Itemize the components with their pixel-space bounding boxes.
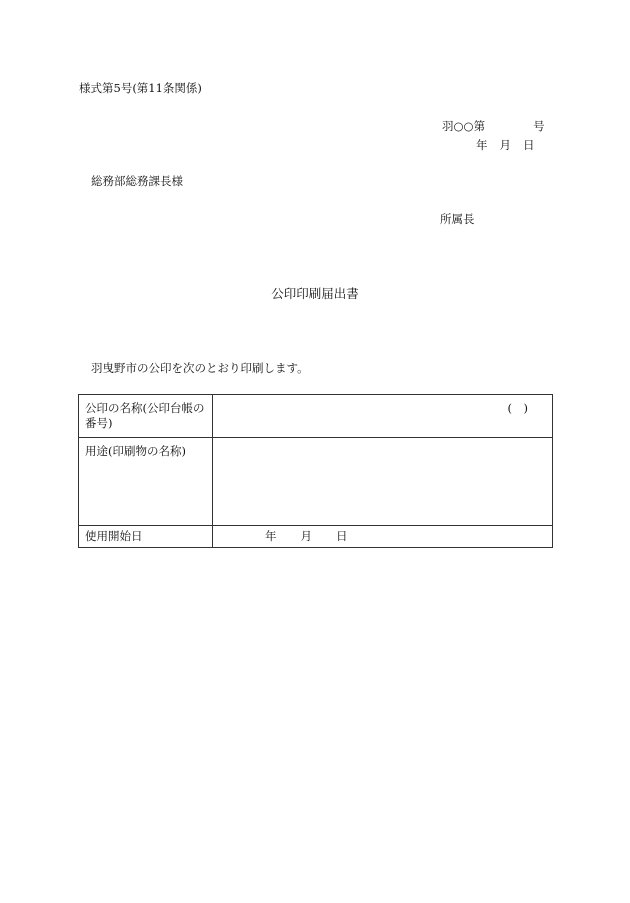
start-date-label: 使用開始日 (79, 526, 213, 548)
start-date-month: 月 (300, 529, 312, 543)
seal-number-parentheses: ( ) (507, 401, 528, 415)
seal-name-label: 公印の名称(公印台帳の番号) (79, 395, 213, 438)
purpose-field[interactable] (213, 438, 553, 526)
document-number (442, 119, 545, 133)
seal-name-field[interactable] (213, 395, 553, 438)
table-row-start-date (79, 526, 553, 548)
date-month-label: 月 (499, 138, 511, 152)
date-day-label: 日 (523, 138, 535, 152)
start-date-year: 年 (265, 529, 277, 543)
recipient: 総務部総務課長様 (91, 174, 183, 188)
document-title: 公印印刷届出書 (271, 286, 359, 301)
form-table (78, 394, 553, 548)
form-number: 様式第5号(第11条関係) (79, 81, 202, 95)
document-date (476, 138, 535, 152)
table-row-seal-name (79, 395, 553, 438)
table-row-purpose (79, 438, 553, 526)
purpose-label: 用途(印刷物の名称) (79, 438, 213, 526)
sender: 所属長 (440, 212, 475, 226)
date-year-label: 年 (476, 138, 488, 152)
start-date-day: 日 (336, 529, 348, 543)
document-number-prefix: 羽○○第 (442, 119, 486, 133)
start-date-field[interactable] (213, 526, 553, 548)
intro-text: 羽曳野市の公印を次のとおり印刷します。 (91, 361, 309, 375)
document-number-suffix: 号 (533, 119, 545, 133)
